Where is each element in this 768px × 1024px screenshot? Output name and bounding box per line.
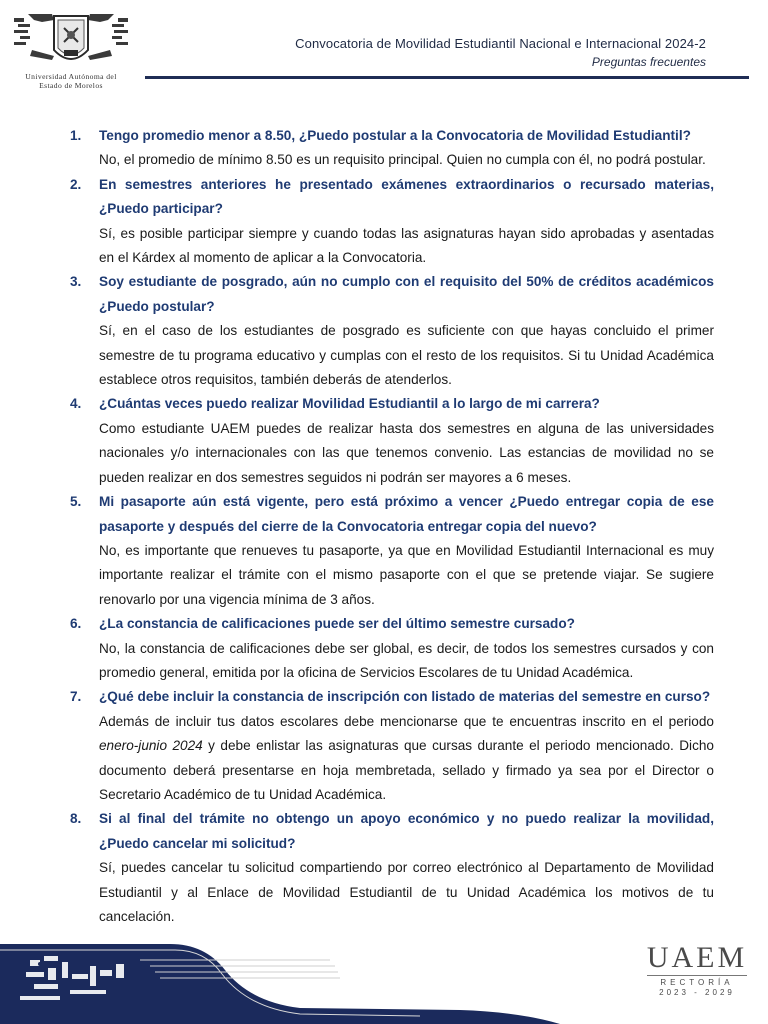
faq-question: Soy estudiante de posgrado, aún no cumplo con el requisito del 50% de créditos académicos ¿Puedo postular? [99,274,714,314]
university-name-line1: Universidad Autónoma del [25,72,117,81]
faq-answer-part: y debe enlistar las asignaturas que cursas durante el periodo mencionado. Dicho documento deberá presentarse en hoja membretada, sellado y firmado ya sea por el Director o Secretario Académico de tu Unidad Académica. [99,738,714,802]
faq-question: ¿Qué debe incluir la constancia de inscripción con listado de materias del semestre en curso? [99,689,711,705]
faq-question: ¿Cuántas veces puedo realizar Movilidad Estudiantil a lo largo de mi carrera? [99,396,600,412]
faq-number: 5. [70,494,82,510]
faq-number: 1. [70,128,82,143]
faq-number: 6. [70,616,82,632]
university-name-line2: Estado de Morelos [39,81,103,90]
faq-item-8 [70,807,714,929]
faq-answer: No, el promedio de mínimo 8.50 es un requisito principal. Quien no cumpla con él, no podrá postular. [99,152,706,168]
faq-answer: No, es importante que renueves tu pasaporte, ya que en Movilidad Estudiantil Internacional es muy importante realizar el trámite con el mismo pasaporte con el que se pretende viajar. Se sugiere renovarlo por una vigencia mínima de 3 años. [99,542,714,607]
page-footer [0,930,768,1024]
faq-list [70,124,714,929]
faq-item-4 [70,392,714,490]
university-name [6,72,136,90]
faq-number: 4. [70,396,82,412]
faq-question: En semestres anteriores he presentado exámenes extraordinarios o recursado materias, ¿Puedo participar? [99,176,714,217]
faq-answer: Sí, en el caso de los estudiantes de posgrado es suficiente con que hayas concluido el primer semestre de tu programa educativo y cumplas con el resto de los requisitos. Si tu Unidad Académica establece otros requisitos, también deberás de atenderlos. [99,323,714,388]
faq-number: 7. [70,689,82,705]
faq-question: Si al final del trámite no obtengo un apoyo económico y no puedo realizar la movilidad, ¿Puedo cancelar mi solicitud? [99,811,714,851]
document-title: Convocatoria de Movilidad Estudiantil Nacional e Internacional 2024-2 [295,36,706,51]
header-rule [145,76,749,79]
faq-answer: Como estudiante UAEM puedes de realizar hasta dos semestres en alguna de las universidades nacionales y/o internacionales con las que tenemos convenio. Las estancias de movilidad no se pueden realizar en dos semestres seguidos ni podrán ser mayores a 6 meses. [99,420,714,485]
faq-item-5 [70,490,714,612]
document-subtitle: Preguntas frecuentes [591,55,706,69]
faq-item-6 [70,612,714,685]
faq-item-3 [70,270,714,392]
faq-item-7 [70,685,714,807]
uaem-rectoria-logo [640,942,754,1006]
faq-number: 8. [70,811,82,827]
faq-answer: Sí, puedes cancelar tu solicitud compartiendo por correo electrónico al Departamento de Movilidad Estudiantil y al Enlace de Movilidad Estudiantil de tu Unidad Académica los motivos de tu cancelación. [99,860,714,924]
faq-answer [99,710,714,808]
faq-item-2 [70,173,714,271]
faq-number: 3. [70,274,82,290]
faq-answer-part: Además de incluir tus datos escolares debe mencionarse que te encuentras inscrito en el periodo [99,713,714,729]
logo-divider [647,975,747,976]
page-header [0,0,768,100]
faq-number: 2. [70,176,82,192]
logo-years-text: 2023 - 2029 [659,988,735,997]
faq-question: ¿La constancia de calificaciones puede ser del último semestre cursado? [99,616,575,632]
faq-answer: No, la constancia de calificaciones debe ser global, es decir, de todos los semestres cursados y con promedio general, emitida por la oficina de Servicios Escolares de tu Unidad Académica. [99,640,714,680]
university-crest-logo [14,10,128,72]
faq-question: Mi pasaporte aún está vigente, pero está próximo a vencer ¿Puedo entregar copia de ese pasaporte y después del cierre de la Convocatoria entregar copia del nuevo? [99,494,714,534]
faq-answer: Sí, es posible participar siempre y cuando todas las asignaturas hayan sido aprobadas y asentadas en el Kárdex al momento de aplicar a la Convocatoria. [99,225,714,266]
faq-item-1 [70,124,714,173]
logo-sub-text: RECTORÍA [660,978,734,987]
faq-question: Tengo promedio menor a 8.50, ¿Puedo postular a la Convocatoria de Movilidad Estudiantil? [99,128,691,143]
logo-main-text: UAEM [646,941,748,974]
faq-answer-period-italic: enero-junio 2024 [99,738,203,754]
